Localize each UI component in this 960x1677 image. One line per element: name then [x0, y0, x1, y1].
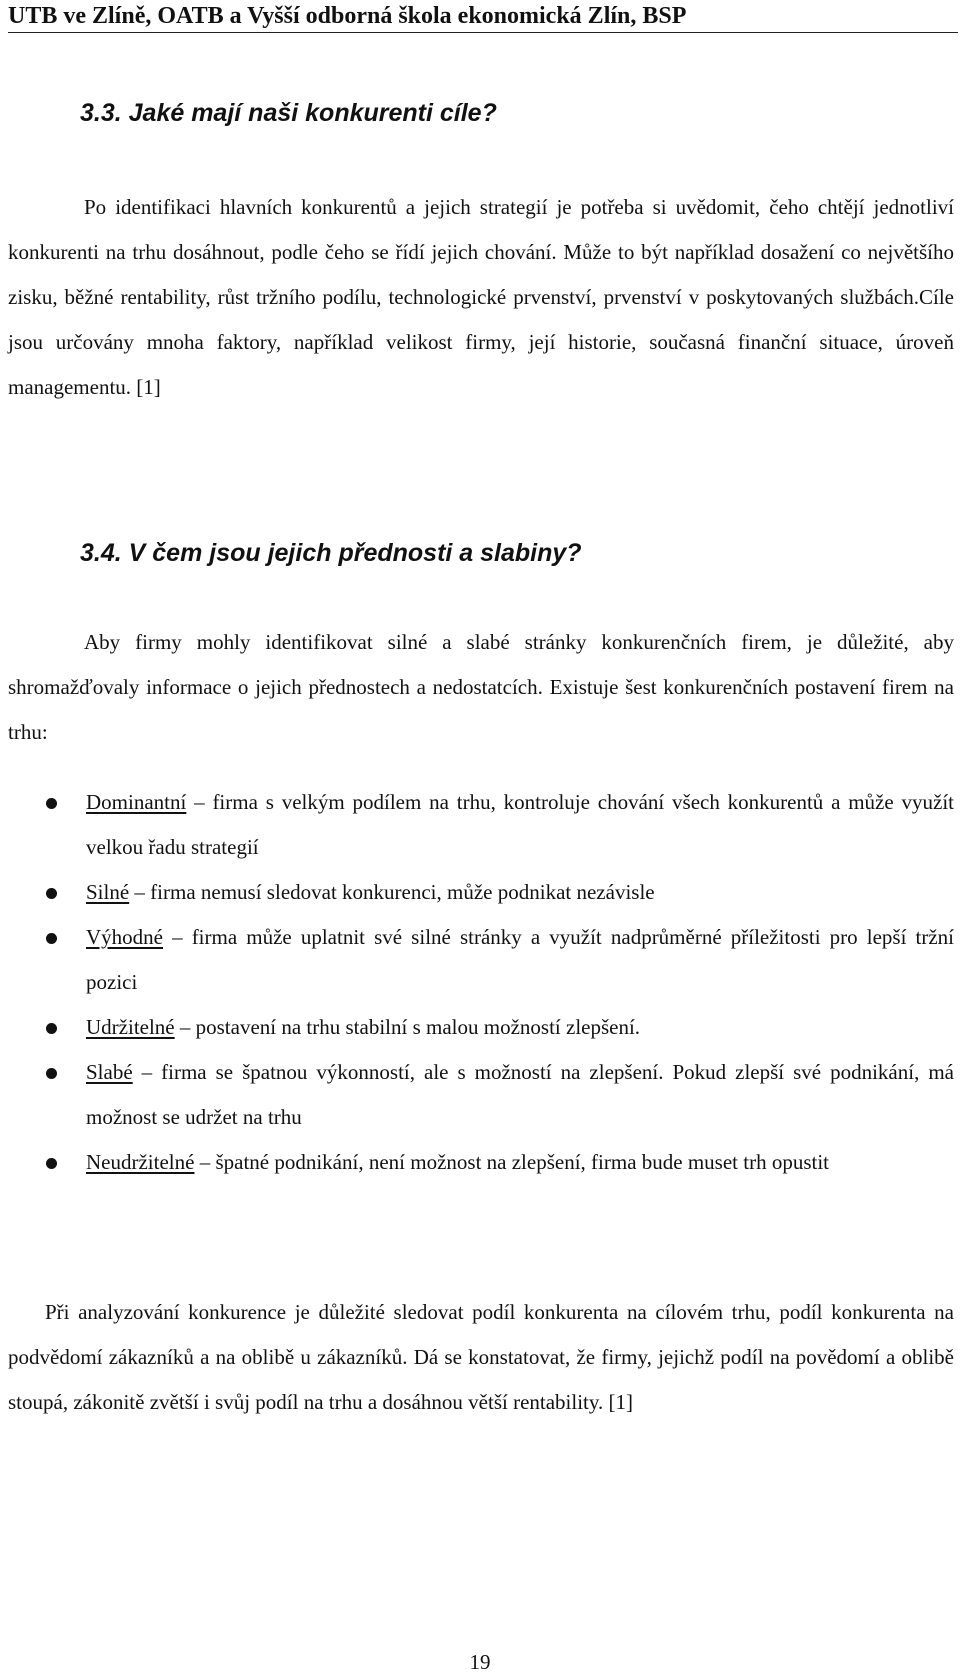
bullet-icon — [46, 933, 57, 944]
section-paragraph-3-4: Aby firmy mohly identifikovat silné a slabé stránky konkurenčních firem, je důležité, aby shromažďovaly informace o jejich přednostech a nedostatcích. Existuje šest konkurenčních postavení firem na trhu: — [8, 630, 954, 744]
list-item — [0, 915, 954, 1005]
section-paragraph-3-3: Po identifikaci hlavních konkurentů a jejich strategií je potřeba si uvědomit, čeho chtějí jednotliví konkurenti na trhu dosáhnout, podle čeho se řídí jejich chování. Může to být například dosažení co největšího zisku, běžné rentability, růst tržního podílu, technologické prvenství, prvenství v poskytovaných službách.Cíle jsou určovány mnoha faktory, například velikost firmy, její historie, současná finanční situace, úroveň managementu. [1] — [8, 195, 954, 399]
position-term: Dominantní — [86, 790, 187, 814]
position-term: Neudržitelné — [86, 1150, 195, 1174]
bullet-icon — [46, 1158, 57, 1169]
competitive-positions-list — [0, 780, 954, 1185]
position-description: – firma nemusí sledovat konkurenci, může podnikat nezávisle — [129, 880, 655, 904]
closing-paragraph: Při analyzování konkurence je důležité sledovat podíl konkurenta na cílovém trhu, podíl konkurenta na podvědomí zákazníků a na oblibě u zákazníků. Dá se konstatovat, že firmy, jejichž podíl na povědomí a oblibě stoupá, zákonitě zvětší i svůj podíl na trhu a dosáhnou větší rentability. [1] — [8, 1300, 954, 1414]
list-item — [0, 1050, 954, 1140]
bullet-icon — [46, 798, 57, 809]
position-term: Slabé — [86, 1060, 133, 1084]
position-description: – špatné podnikání, není možnost na zlepšení, firma bude muset trh opustit — [194, 1150, 829, 1174]
page-number: 19 — [469, 1650, 491, 1674]
header-title: UTB ve Zlíně, OATB a Vyšší odborná škola ekonomická Zlín, BSP — [8, 3, 687, 29]
position-term: Silné — [86, 880, 130, 904]
list-item — [0, 1005, 954, 1050]
list-item — [0, 780, 954, 870]
list-item — [0, 1140, 954, 1185]
bullet-icon — [46, 1068, 57, 1079]
position-description: – firma může uplatnit své silné stránky a využít nadprůměrné příležitosti pro lepší tržní pozici — [86, 925, 954, 994]
position-description: – postavení na trhu stabilní s malou možností zlepšení. — [174, 1015, 641, 1039]
position-term: Výhodné — [86, 925, 163, 949]
bullet-icon — [46, 1023, 57, 1034]
section-heading-3-3: 3.3. Jaké mají naši konkurenti cíle? — [80, 99, 497, 127]
list-item — [0, 870, 954, 915]
position-description: – firma s velkým podílem na trhu, kontroluje chování všech konkurentů a může využít velkou řadu strategií — [86, 790, 954, 859]
position-term: Udržitelné — [86, 1015, 175, 1039]
running-header — [8, 2, 958, 33]
bullet-icon — [46, 888, 57, 899]
position-description: – firma se špatnou výkonností, ale s možností na zlepšení. Pokud zlepší své podnikání, má možnost se udržet na trhu — [86, 1060, 954, 1129]
section-heading-3-4: 3.4. V čem jsou jejich přednosti a slabiny? — [80, 539, 582, 567]
